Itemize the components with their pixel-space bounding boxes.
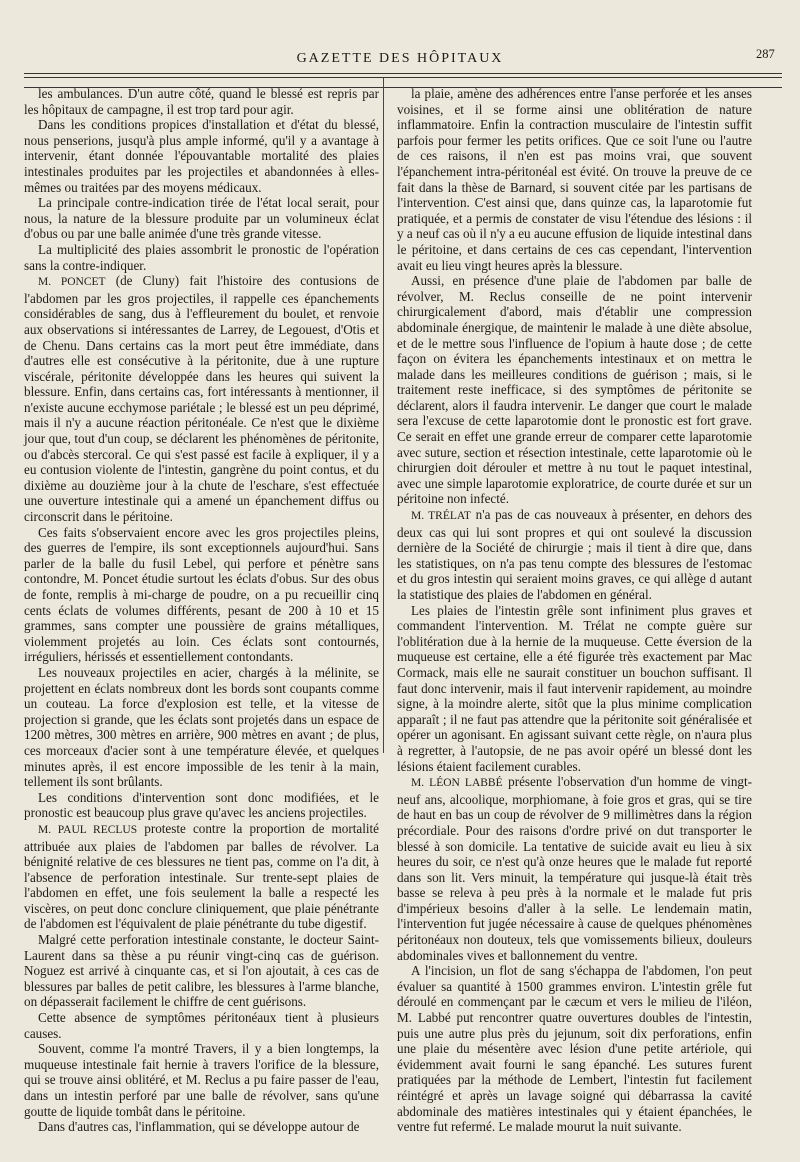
paragraph: [397, 507, 752, 603]
paragraph: [24, 790, 379, 821]
speaker-name: M. PONCET: [38, 276, 106, 289]
speaker-name: M. PAUL RECLUS: [38, 823, 138, 836]
paragraph-text: La multiplicité des plaies assombrit le pronostic de l'opération sans la contre-indiquer.: [24, 241, 379, 273]
paragraph: [24, 1119, 379, 1135]
paragraph: [397, 603, 752, 775]
paragraph-text: présente l'observation d'un homme de vingt-neuf ans, alcoolique, morphiomane, à foie gros et gras, qui se tire de haut en bas un coup de révolver de 9 millimètres dans la région précordiale. Pour des raisons d'ordre privé on dut transporter le blessé à son domicile. La tentative de suicide avait eu lieu à six heures du soir, ce n'est qu'à onze heures que le malade fut reporté dans son lit. Vers minuit, la température qui jusque-là était très basse se releva à peu près à la normale et le malade fut pris d'impérieux besoins d'aller à la selle. Le lendemain matin, l'intervention fut jugée nécessaire à cause de quelques phénomènes péritonéaux non douteux, tels que vomissements bilieux, douleurs abdominales vives et ballonnement du ventre.: [397, 774, 752, 963]
header-rule: [24, 73, 782, 74]
paragraph: [24, 821, 379, 932]
paragraph-text: Souvent, comme l'a montré Travers, il y a bien longtemps, la muqueuse intestinale fait hernie à travers l'orifice de la blessure, qui se trouve ainsi oblitéré, et M. Reclus a pu faire passer de l'eau, dans un intestin perforé par une balle de révolver, sans qu'une goutte de liquide tombât dans le péritoine.: [24, 1041, 379, 1119]
paragraph: [397, 774, 752, 963]
paragraph-text: Les nouveaux projectiles en acier, chargés à la mélinite, se projettent en éclats nombreux dont les bords sont coupants comme un couteau. La force d'explosion est telle, et la vitesse de projection si grande, que les éclats sont projetés dans un espace de 1200 mètres, 300 mètres en arrière, 900 mètres en avant ; de plus, ces morceaux d'acier sont à une température élevée, et quelques minutes après, il est encore impossible de les tenir à la main, tellement ils sont brûlants.: [24, 664, 379, 790]
paragraph: [397, 273, 752, 507]
paragraph-text: Dans d'autres cas, l'inflammation, qui se développe autour de: [38, 1119, 360, 1135]
paragraph: [24, 932, 379, 1010]
paragraph-text: n'a pas de cas nouveaux à présenter, en dehors des deux cas qui lui sont propres et qui ont soulevé la discussion dernière de la Société de chirurgie ; mais il tient à dire que, dans les statistiques, on n'a pas tenu compte des blessures de l'estomac et du gros intestin qui seraient moins graves, ce qui allège d autant la statistique des plaies de l'abdomen en général.: [397, 507, 752, 602]
paragraph: [397, 963, 752, 1135]
paragraph: [397, 86, 752, 273]
paragraph: [24, 665, 379, 790]
paragraph: [24, 195, 379, 242]
left-column: [24, 86, 379, 1135]
paragraph: [24, 86, 379, 117]
page-number: 287: [756, 47, 775, 61]
speaker-name: M. TRÉLAT: [411, 510, 471, 523]
paragraph-text: Ces faits s'observaient encore avec les gros projectiles pleins, des guerres de l'empire, ils sont exceptionnels aujourd'hui. Sans parler de la balle du fusil Lebel, qui perfore et pénètre sans contondre, M. Poncet étudie surtout les éclats d'obus. Sur des obus de fonte, remplis à mi-charge de poudre, on a pu recueillir cinq cents éclats de volumes différents, pesant de 200 à 10 et 15 grammes, sans compter une poussière de grains métalliques, violemment projetés au loin. Ces éclats sont contournés, irréguliers, hérissés et essentiellement contondants.: [24, 524, 379, 665]
paragraph-text: Cette absence de symptômes péritonéaux tient à plusieurs causes.: [24, 1010, 379, 1041]
paragraph-text: Malgré cette perforation intestinale constante, le docteur Saint-Laurent dans sa thèse a pu réunir vingt-cinq cas de guérison. Noguez est arrivé à cinquante cas, et si l'on ajoutait, à ces cas de blessures par balles de petit calibre, les blessures à l'arme blanche, on dépasserait facilement le chiffre de cent guérisons.: [24, 932, 379, 1010]
paragraph: [24, 1010, 379, 1041]
paragraph-text: les ambulances. D'un autre côté, quand le blessé est repris par les hôpitaux de campagne, il est trop tard pour agir.: [24, 86, 379, 117]
paragraph: [24, 273, 379, 525]
paragraph-text: (de Cluny) fait l'histoire des contusions de l'abdomen par les gros projectiles, il rappelle ces épanchements considérables de sang, dus à l'effleurement du boulet, et renvoie aux observations si intéressantes de Larrey, de Legouest, d'Otis et de Chenu. Dans certains cas la mort peut être immédiate, dans d'autres elle est consécutive à la péritonite, due à une rupture viscérale, péritonite développée dans les heures qui suivent la blessure. Enfin, dans certains cas, fort intéressants à mentionner, il n'existe aucune ecchymose pariétale ; le blessé est un peu déprimé, mais il n'y a aucune réaction péritonéale. Ce n'est que le dixième jour que, tout d'un coup, se déclarent les phénomènes de péritonite, ou d'abcès stercoral. Ce qui s'est passé est facile à expliquer, il y a eu contusion violente de l'intestin, gangrène du point contus, et du dixième au douzième jour à la chute de l'eschare, s'est effectuée une ouverture intestinale qui a amené un épanchement diffus ou circonscrit dans le péritoine.: [24, 273, 380, 525]
paragraph-text: Les conditions d'intervention sont donc modifiées, et le pronostic est beaucoup plus grave qu'avec les anciens projectiles.: [24, 789, 379, 821]
paragraph: [24, 242, 379, 273]
paragraph: [24, 1041, 379, 1119]
column-divider: [383, 78, 384, 753]
paragraph: [24, 117, 379, 195]
running-title: GAZETTE DES HÔPITAUX: [296, 51, 504, 66]
paragraph-text: A l'incision, un flot de sang s'échappa de l'abdomen, l'on peut évaluer sa quantité à 1500 grammes environ. L'intestin grêle fut déroulé en commençant par le cæcum et vers le milieu de l'iléon, M. Labbé put rencontrer quatre ouvertures doubles de l'intestin, puis une autre plus près du jejunum, soit dix perforations, enfin une plaie du mésentère avec lésion d'une petite artériole, qui évidemment avait fourni le sang épanché. Les sutures furent pratiquées par la méthode de Lembert, l'intestin fut facilement réintégré et après un lavage soigné qui débarrassa la cavité abdominale des matières intestinales qui y étaient épanchées, le ventre fut refermé. Le malade mourut la nuit suivante.: [397, 963, 752, 1135]
paragraph-text: la plaie, amène des adhérences entre l'anse perforée et les anses voisines, et il se forme ainsi une oblitération de nature inflammatoire. Enfin la contraction musculaire de l'intestin suffit parfois pour fermer les petits orifices. Que ce soit l'une ou l'autre de ces raisons, il n'en est pas moins vrai, que souvent l'épanchement intra-péritonéal est évité. On trouve la preuve de ce fait dans la thèse de Barnard, si souvent citée par les partisans de l'intervention. C'est ainsi que, dans quinze cas, la laparotomie fut pratiquée, et a permis de constater de visu l'étendue des lésions : il y a neuf cas où il n'y a eu aucune effusion de liquide intestinal dans le péritoine, et dans certains de ces cas cependant, l'intervention avait eu lieu vingt heures après la blessure.: [397, 86, 752, 273]
paragraph-text: Aussi, en présence d'une plaie de l'abdomen par balle de révolver, M. Reclus conseille de ne point intervenir chirurgicalement d'abord, mais d'établir une compression abdominale énergique, de maintenir le malade à une diète absolue, et de le mettre sous l'influence de l'opium à haute dose ; de cette façon on évitera les épanchements intestinaux et on mettra le malade dans les meilleures conditions de guérison ; mais, si le traitement reste inefficace, si des symptômes de péritonite se déclarent, alors il faudra intervenir. Le danger que court le malade sera l'excuse de cette laparotomie dont le pronostic est fort grave. Ce serait en effet une grande erreur de comparer cette laparotomie avec suture, section et résection intestinale, cette laparotomie où le chirurgien doit dérouler et mettre à nu tout le paquet intestinal, avec une simple laparotomie exploratrice, de courte durée et sur un péritoine non infecté.: [397, 273, 752, 507]
right-column: [397, 86, 752, 1135]
paragraph-text: Dans les conditions propices d'installation et d'état du blessé, nous penserions, jusqu'à plus ample informé, qu'il y a avantage à intervenir, étant donnée l'épouvantable mortalité des plaies intestinales produites par les projectiles et abandonnées à elles-mêmes ou traitées par des moyens médicaux.: [24, 117, 379, 195]
header-rule: [24, 77, 782, 78]
speaker-name: M. LÉON LABBÉ: [411, 777, 503, 790]
paragraph: [24, 525, 379, 665]
paragraph-text: proteste contre la proportion de mortalité attribuée aux plaies de l'abdomen par balles de révolver. La bénignité relative de ces blessures ne tient pas, comme on l'a dit, à l'absence de perforation intestinale. Sur trente-sept plaies de l'abdomen en effet, une fois seulement la balle a respecté les viscères, on peut donc conclure cliniquement, que plaie pénétrante de l'abdomen est l'équivalent de plaie pénétrante du tube digestif.: [24, 820, 379, 932]
paragraph-text: Les plaies de l'intestin grêle sont infiniment plus graves et commandent l'intervention. M. Trélat ne compte guère sur l'oblitération due à la hernie de la muqueuse. Cette éversion de la muqueuse est certaine, elle a été figurée très exactement par Mac Cormack, mais elle ne saurait constituer un bouchon suffisant. Il faut donc intervenir, mais il faut intervenir rapidement, au moindre signe, à la moindre alerte, sitôt que la plus minime complication apparaît ; il ne faut pas attendre que la péritonite soit généralisée et opérer un agonisant. En agissant suivant cette règle, on n'aura plus à regretter, à l'autopsie, de ne pas avoir opéré un blessé dont les lésions étaient facilement curables.: [397, 602, 752, 774]
paragraph-text: La principale contre-indication tirée de l'état local serait, pour nous, la nature de la blessure produite par un volumineux éclat d'obus ou par une balle animée d'une très grande vitesse.: [24, 195, 379, 242]
